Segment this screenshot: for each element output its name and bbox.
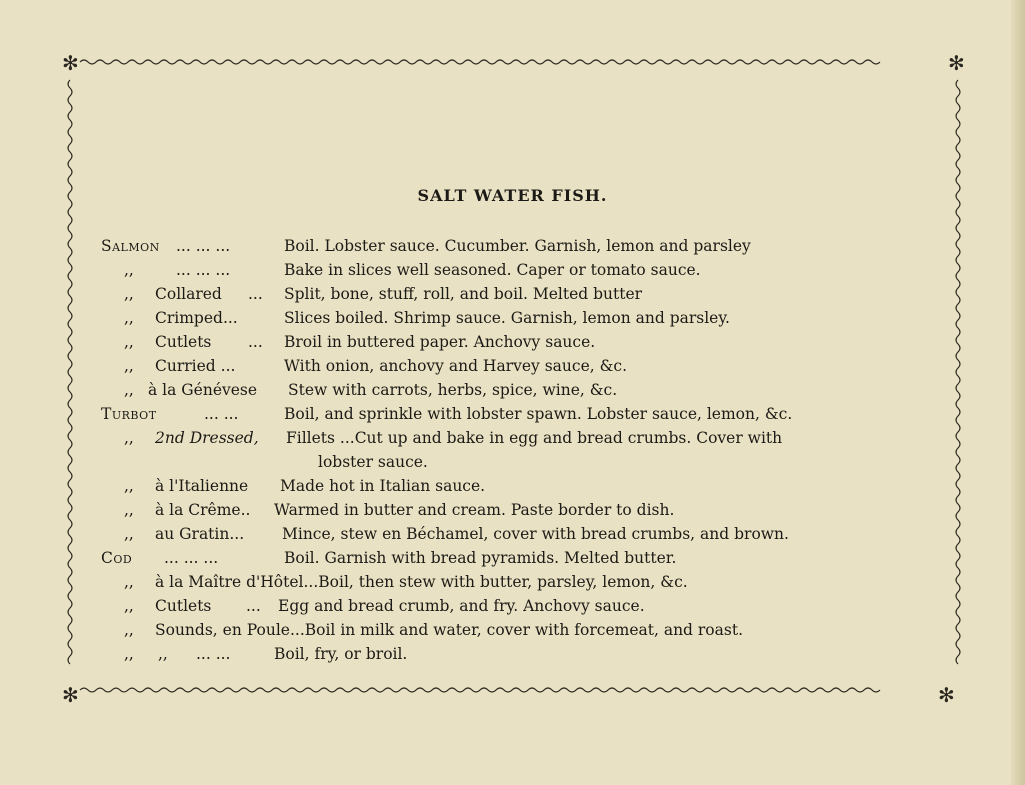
ditto-mark: ,, bbox=[124, 381, 134, 399]
cooking-method: Boil. Garnish with bread pyramids. Melted butter. bbox=[284, 549, 677, 567]
variety-name: Sounds, en Poule...Boil in milk and water, cover with forcemeat, and roast. bbox=[155, 621, 743, 639]
variety-name: à l'Italienne bbox=[155, 477, 249, 495]
ditto-mark: ,, bbox=[124, 261, 134, 279]
corner-ornament-bottom-right: ✻ bbox=[938, 683, 955, 707]
border-left bbox=[68, 80, 72, 664]
cooking-method: Split, bone, stuff, roll, and boil. Melted butter bbox=[284, 285, 643, 303]
variety-name: au Gratin... bbox=[155, 525, 245, 543]
cooking-method: Boil. Lobster sauce. Cucumber. Garnish, lemon and parsley bbox=[284, 237, 751, 255]
ditto-mark: ,, bbox=[124, 525, 134, 543]
variety-name: Crimped... bbox=[155, 309, 238, 327]
cooking-method: Broil in buttered paper. Anchovy sauce. bbox=[284, 333, 596, 351]
variety-name: à la Génévese bbox=[148, 381, 258, 399]
ditto-mark: ,, bbox=[124, 357, 134, 375]
fish-name: Cod bbox=[101, 549, 133, 567]
variety-name: 2nd Dressed, bbox=[155, 429, 259, 447]
method-continuation: lobster sauce. bbox=[318, 453, 428, 471]
cooking-method: With onion, anchovy and Harvey sauce, &c. bbox=[284, 357, 627, 375]
cooking-method: Boil, fry, or broil. bbox=[274, 645, 408, 663]
fish-name: Salmon bbox=[101, 237, 160, 255]
cooking-method: Fillets ...Cut up and bake in egg and bread crumbs. Cover with bbox=[286, 429, 783, 447]
leader-dots: ... ... ... bbox=[164, 549, 219, 567]
variety-name: à la Crême.. bbox=[155, 501, 251, 519]
cooking-method: Warmed in butter and cream. Paste border to dish. bbox=[274, 501, 675, 519]
ditto-mark: ,, bbox=[124, 333, 134, 351]
variety-name: ,, bbox=[158, 645, 168, 663]
ditto-mark: ,, bbox=[124, 573, 134, 591]
border-right bbox=[956, 80, 960, 664]
leader-dots: ... ... ... bbox=[176, 261, 231, 279]
variety-name: à la Maître d'Hôtel...Boil, then stew with butter, parsley, lemon, &c. bbox=[155, 573, 688, 591]
leader-dots: ... bbox=[248, 285, 263, 303]
border-top bbox=[80, 60, 880, 64]
cooking-method: Boil, and sprinkle with lobster spawn. Lobster sauce, lemon, &c. bbox=[284, 405, 793, 423]
variety-name: Collared bbox=[155, 285, 222, 303]
cooking-method: Slices boiled. Shrimp sauce. Garnish, lemon and parsley. bbox=[284, 309, 730, 327]
ditto-mark: ,, bbox=[124, 501, 134, 519]
ditto-mark: ,, bbox=[124, 309, 134, 327]
leader-dots: ... ... bbox=[196, 645, 231, 663]
cooking-method: Bake in slices well seasoned. Caper or tomato sauce. bbox=[284, 261, 701, 279]
corner-ornament-bottom-left: ✻ bbox=[62, 683, 79, 707]
variety-name: Cutlets bbox=[155, 333, 212, 351]
cooking-method: Made hot in Italian sauce. bbox=[280, 477, 486, 495]
leader-dots: ... ... bbox=[204, 405, 239, 423]
ditto-mark: ,, bbox=[124, 285, 134, 303]
cooking-method: Mince, stew en Béchamel, cover with bread crumbs, and brown. bbox=[282, 525, 789, 543]
cooking-method: Egg and bread crumb, and fry. Anchovy sauce. bbox=[278, 597, 645, 615]
cooking-method: Stew with carrots, herbs, spice, wine, &c. bbox=[288, 381, 618, 399]
ditto-mark: ,, bbox=[124, 597, 134, 615]
page-title: SALT WATER FISH. bbox=[417, 186, 608, 205]
leader-dots: ... ... ... bbox=[176, 237, 231, 255]
leader-dots: ... bbox=[248, 333, 263, 351]
ditto-mark: ,, bbox=[124, 621, 134, 639]
border-bottom bbox=[80, 688, 880, 692]
leader-dots: ... bbox=[246, 597, 261, 615]
corner-ornament-top-right: ✻ bbox=[948, 51, 965, 75]
corner-ornament-top-left: ✻ bbox=[62, 51, 79, 75]
ditto-mark: ,, bbox=[124, 645, 134, 663]
fish-name: Turbot bbox=[101, 405, 157, 423]
variety-name: Cutlets bbox=[155, 597, 212, 615]
ditto-mark: ,, bbox=[124, 477, 134, 495]
variety-name: Curried ... bbox=[155, 357, 236, 375]
ditto-mark: ,, bbox=[124, 429, 134, 447]
